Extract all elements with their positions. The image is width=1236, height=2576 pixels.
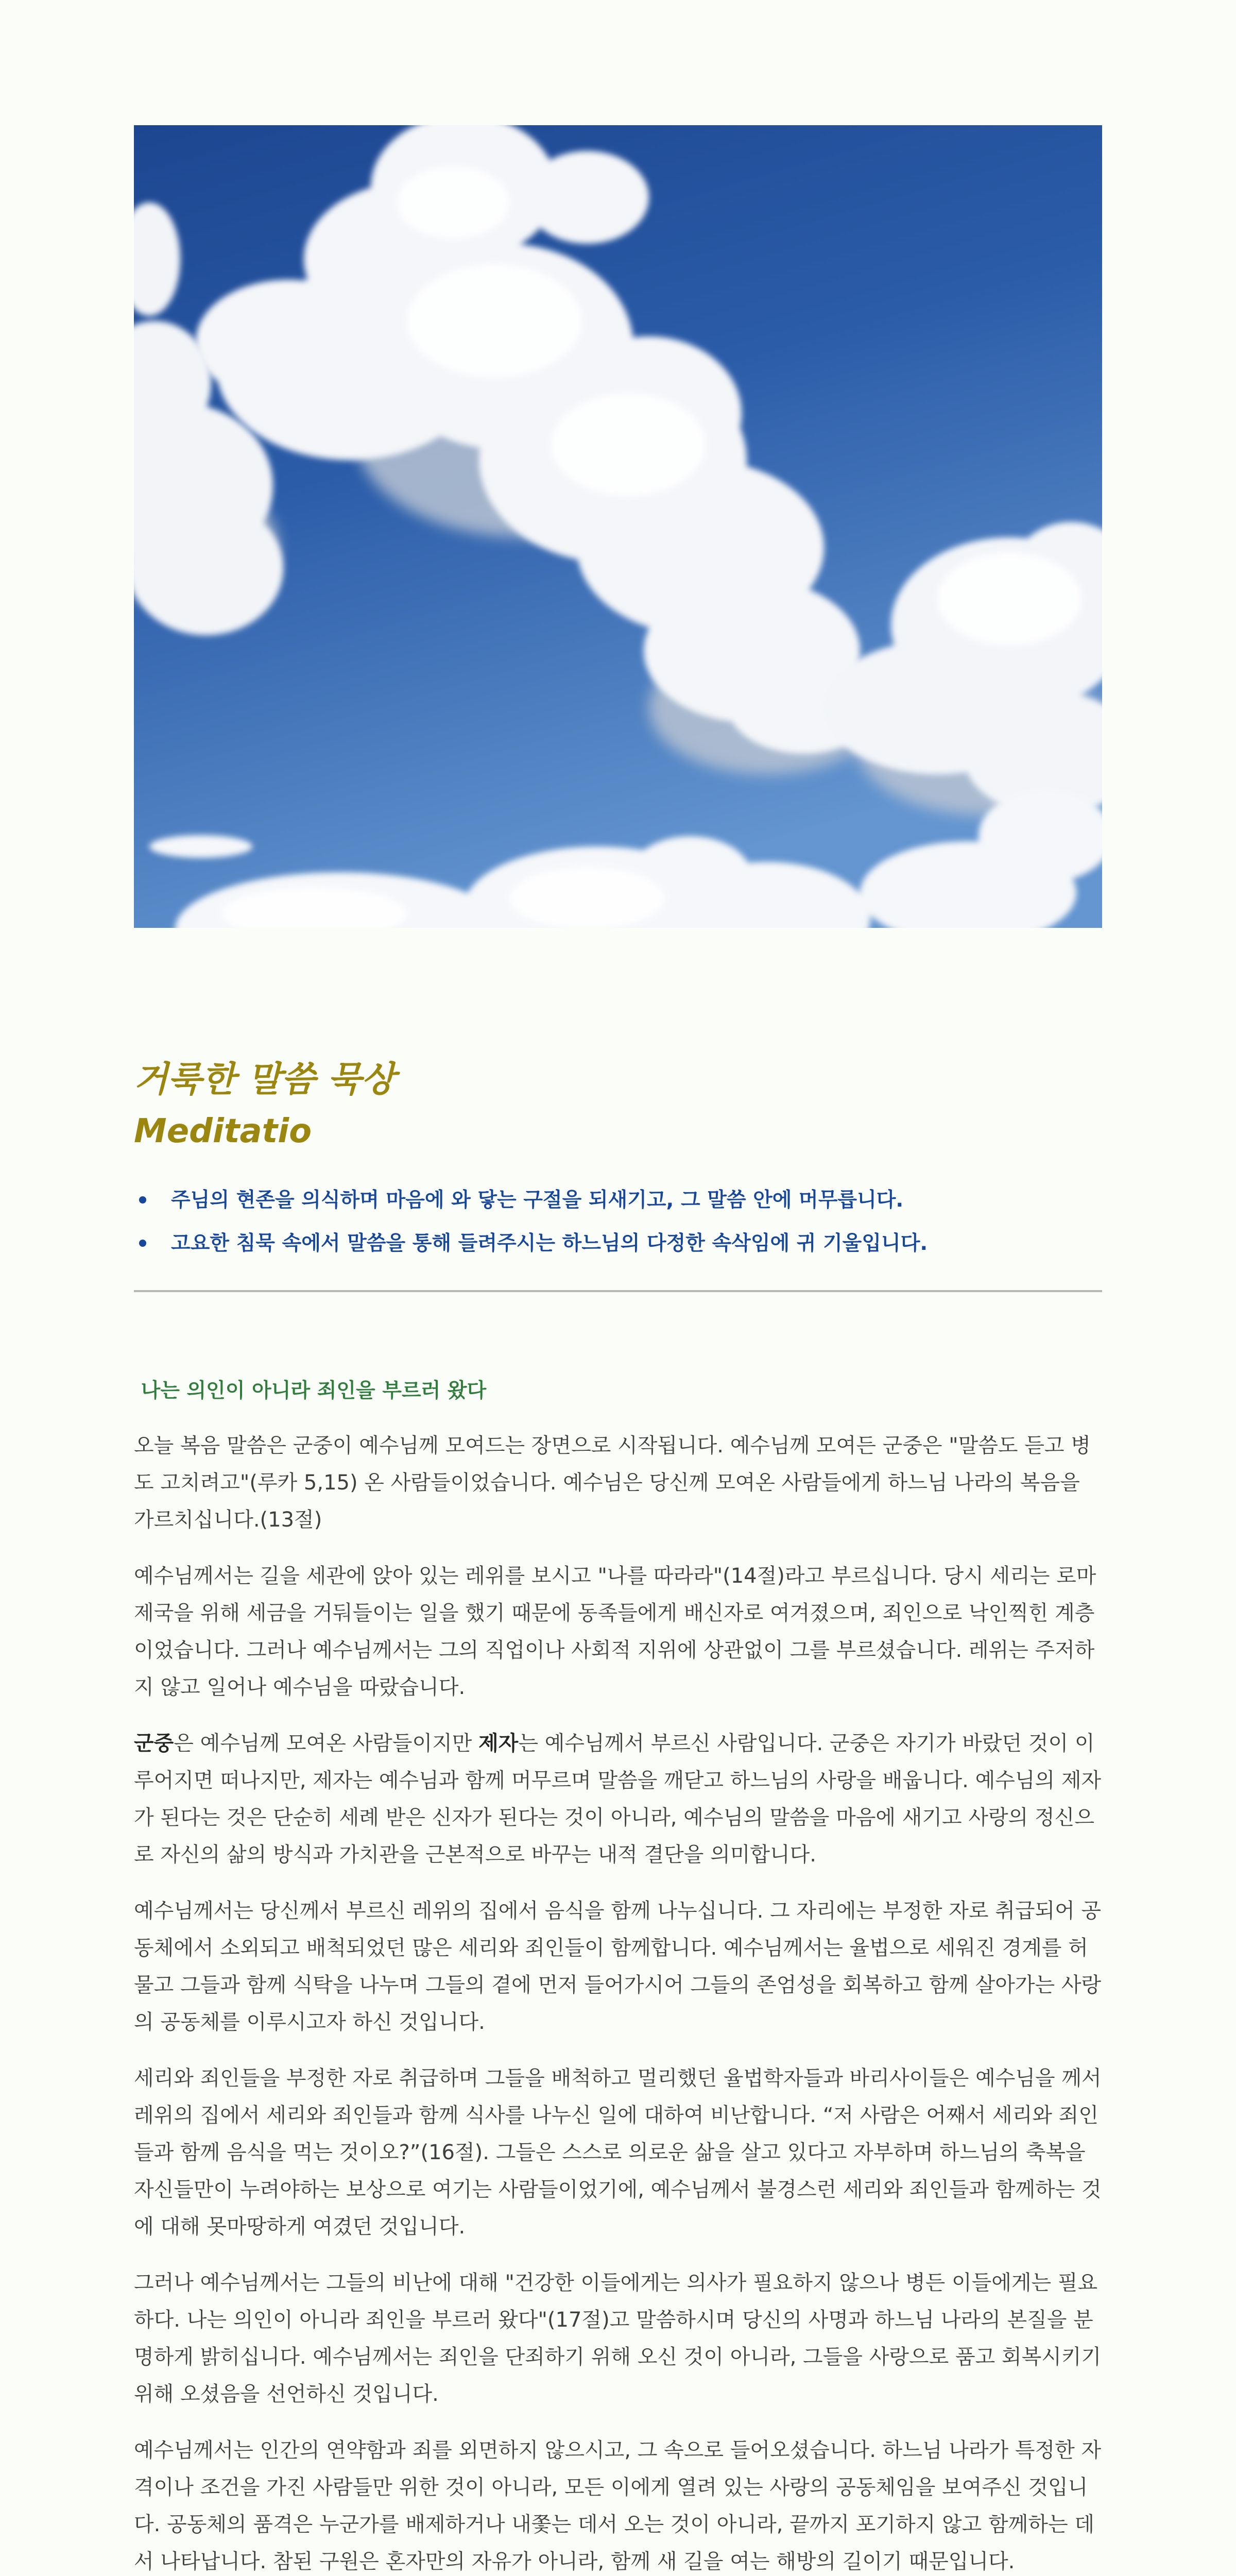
guide-list xyxy=(134,1179,1102,1265)
paragraph-3 xyxy=(134,1725,1102,1873)
divider xyxy=(134,1290,1102,1292)
bold-term-disciple: 제자 xyxy=(478,1732,519,1755)
guide-item-text: 주님의 현존을 의식하며 마음에 와 닿는 구절을 되새기고, 그 말씀 안에 머무릅니다. xyxy=(171,1189,904,1212)
paragraph-3-part-a: 은 예수님께 모여온 사람들이지만 xyxy=(174,1732,479,1755)
bullet-icon xyxy=(139,1196,146,1204)
sky-clouds-image xyxy=(134,125,1102,928)
paragraph-5: 세리와 죄인들을 부정한 자로 취급하며 그들을 배척하고 멀리했던 율법학자들과 바리사이들은 예수님을 께서 레위의 집에서 세리와 죄인들과 함께 식사를 나누신 일에 대하여 비난합니다. “저 사람은 어째서 세리와 죄인들과 함께 음식을 먹는 것이오?”(16절). 그들은 스스로 의로운 삶을 살고 있다고 자부하며 하느님의 축복을 자신들만이 누려야하는 보상으로 여기는 사람들이었기에, 예수님께서 불경스런 세리와 죄인들과 함께하는 것에 대해 못마땅하게 여겼던 것입니다. xyxy=(134,2066,1102,2239)
gospel-verse: ￼ 나는 의인이 아니라 죄인을 부르러 왔다 ￼ xyxy=(134,1379,493,1402)
paragraph-7: 예수님께서는 인간의 연약함과 죄를 외면하지 않으시고, 그 속으로 들어오셨습니다. 하느님 나라가 특정한 자격이나 조건을 가진 사람들만 위한 것이 아니라, 모든 이에게 열려 있는 사랑의 공동체임을 보여주신 것입니다. 공동체의 품격은 누군가를 배제하거나 내쫓는 데서 오는 것이 아니라, 끝까지 포기하지 않고 함께하는 데서 나타납니다. 참된 구원은 혼자만의 자유가 아니라, 함께 새 길을 여는 해방의 길이기 때문입니다. xyxy=(134,2438,1102,2573)
paragraph-3-part-b: 는 예수님께서 부르신 사람입니다. 군중은 자기가 바랐던 것이 이루어지면 떠나지만, 제자는 예수님과 함께 머무르며 말씀을 깨닫고 하느님의 사랑을 배웁니다. 예수님의 제자가 된다는 것은 단순히 세례 받은 신자가 된다는 것이 아니라, 예수님의 말씀을 마음에 새기고 사랑의 정신으로 자신의 삶의 방식과 가치관을 근본적으로 바꾸는 내적 결단을 의미합니다. xyxy=(134,1732,1102,1867)
bold-term-crowd: 군중 xyxy=(134,1732,174,1755)
guide-item xyxy=(134,1222,1102,1265)
meditatio-heading xyxy=(134,1054,1102,1157)
reflection-body xyxy=(134,1427,1102,2576)
title-latin: Meditatio xyxy=(134,1112,312,1150)
guide-item xyxy=(134,1179,1102,1222)
paragraph-6: 그러나 예수님께서는 그들의 비난에 대해 "건강한 이들에게는 의사가 필요하지 않으나 병든 이들에게는 필요하다. 나는 의인이 아니라 죄인을 부르러 왔다"(17절)고 말씀하시며 당신의 사명과 하느님 나라의 본질을 분명하게 밝히십니다. 예수님께서는 죄인을 단죄하기 위해 오신 것이 아니라, 그들을 사랑으로 품고 회복시키기 위해 오셨음을 선언하신 것입니다. xyxy=(134,2271,1102,2406)
article xyxy=(134,125,1102,2576)
paragraph-1: 오늘 복음 말씀은 군중이 예수님께 모여드는 장면으로 시작됩니다. 예수님께 모여든 군중은 "말씀도 듣고 병도 고치려고"(루카 5,15) 온 사람들이었습니다. 예수님은 당신께 모여온 사람들에게 하느님 나라의 복음을 가르치십니다.(13절) xyxy=(134,1434,1091,1532)
guide-item-text: 고요한 침묵 속에서 말씀을 통해 들려주시는 하느님의 다정한 속삭임에 귀 기울입니다. xyxy=(171,1232,928,1255)
title-korean: 거룩한 말씀 묵상 xyxy=(134,1059,396,1100)
paragraph-2: 예수님께서는 길을 세관에 앉아 있는 레위를 보시고 "나를 따라라"(14절)라고 부르십니다. 당시 세리는 로마 제국을 위해 세금을 거둬들이는 일을 했기 때문에 동족들에게 배신자로 여겨졌으며, 죄인으로 낙인찍힌 계층이었습니다. 그러나 예수님께서는 그의 직업이나 사회적 지위에 상관없이 그를 부르셨습니다. 레위는 주저하지 않고 일어나 예수님을 따랐습니다. xyxy=(134,1564,1096,1699)
bullet-icon xyxy=(139,1240,146,1247)
paragraph-4: 예수님께서는 당신께서 부르신 레위의 집에서 음식을 함께 나누십니다. 그 자리에는 부정한 자로 취급되어 공동체에서 소외되고 배척되었던 많은 세리와 죄인들이 함께합니다. 예수님께서는 율법으로 세워진 경계를 허물고 그들과 함께 식탁을 나누며 그들의 곁에 먼저 들어가시어 그들의 존엄성을 회복하고 함께 살아가는 사랑의 공동체를 이루시고자 하신 것입니다. xyxy=(134,1899,1102,2034)
